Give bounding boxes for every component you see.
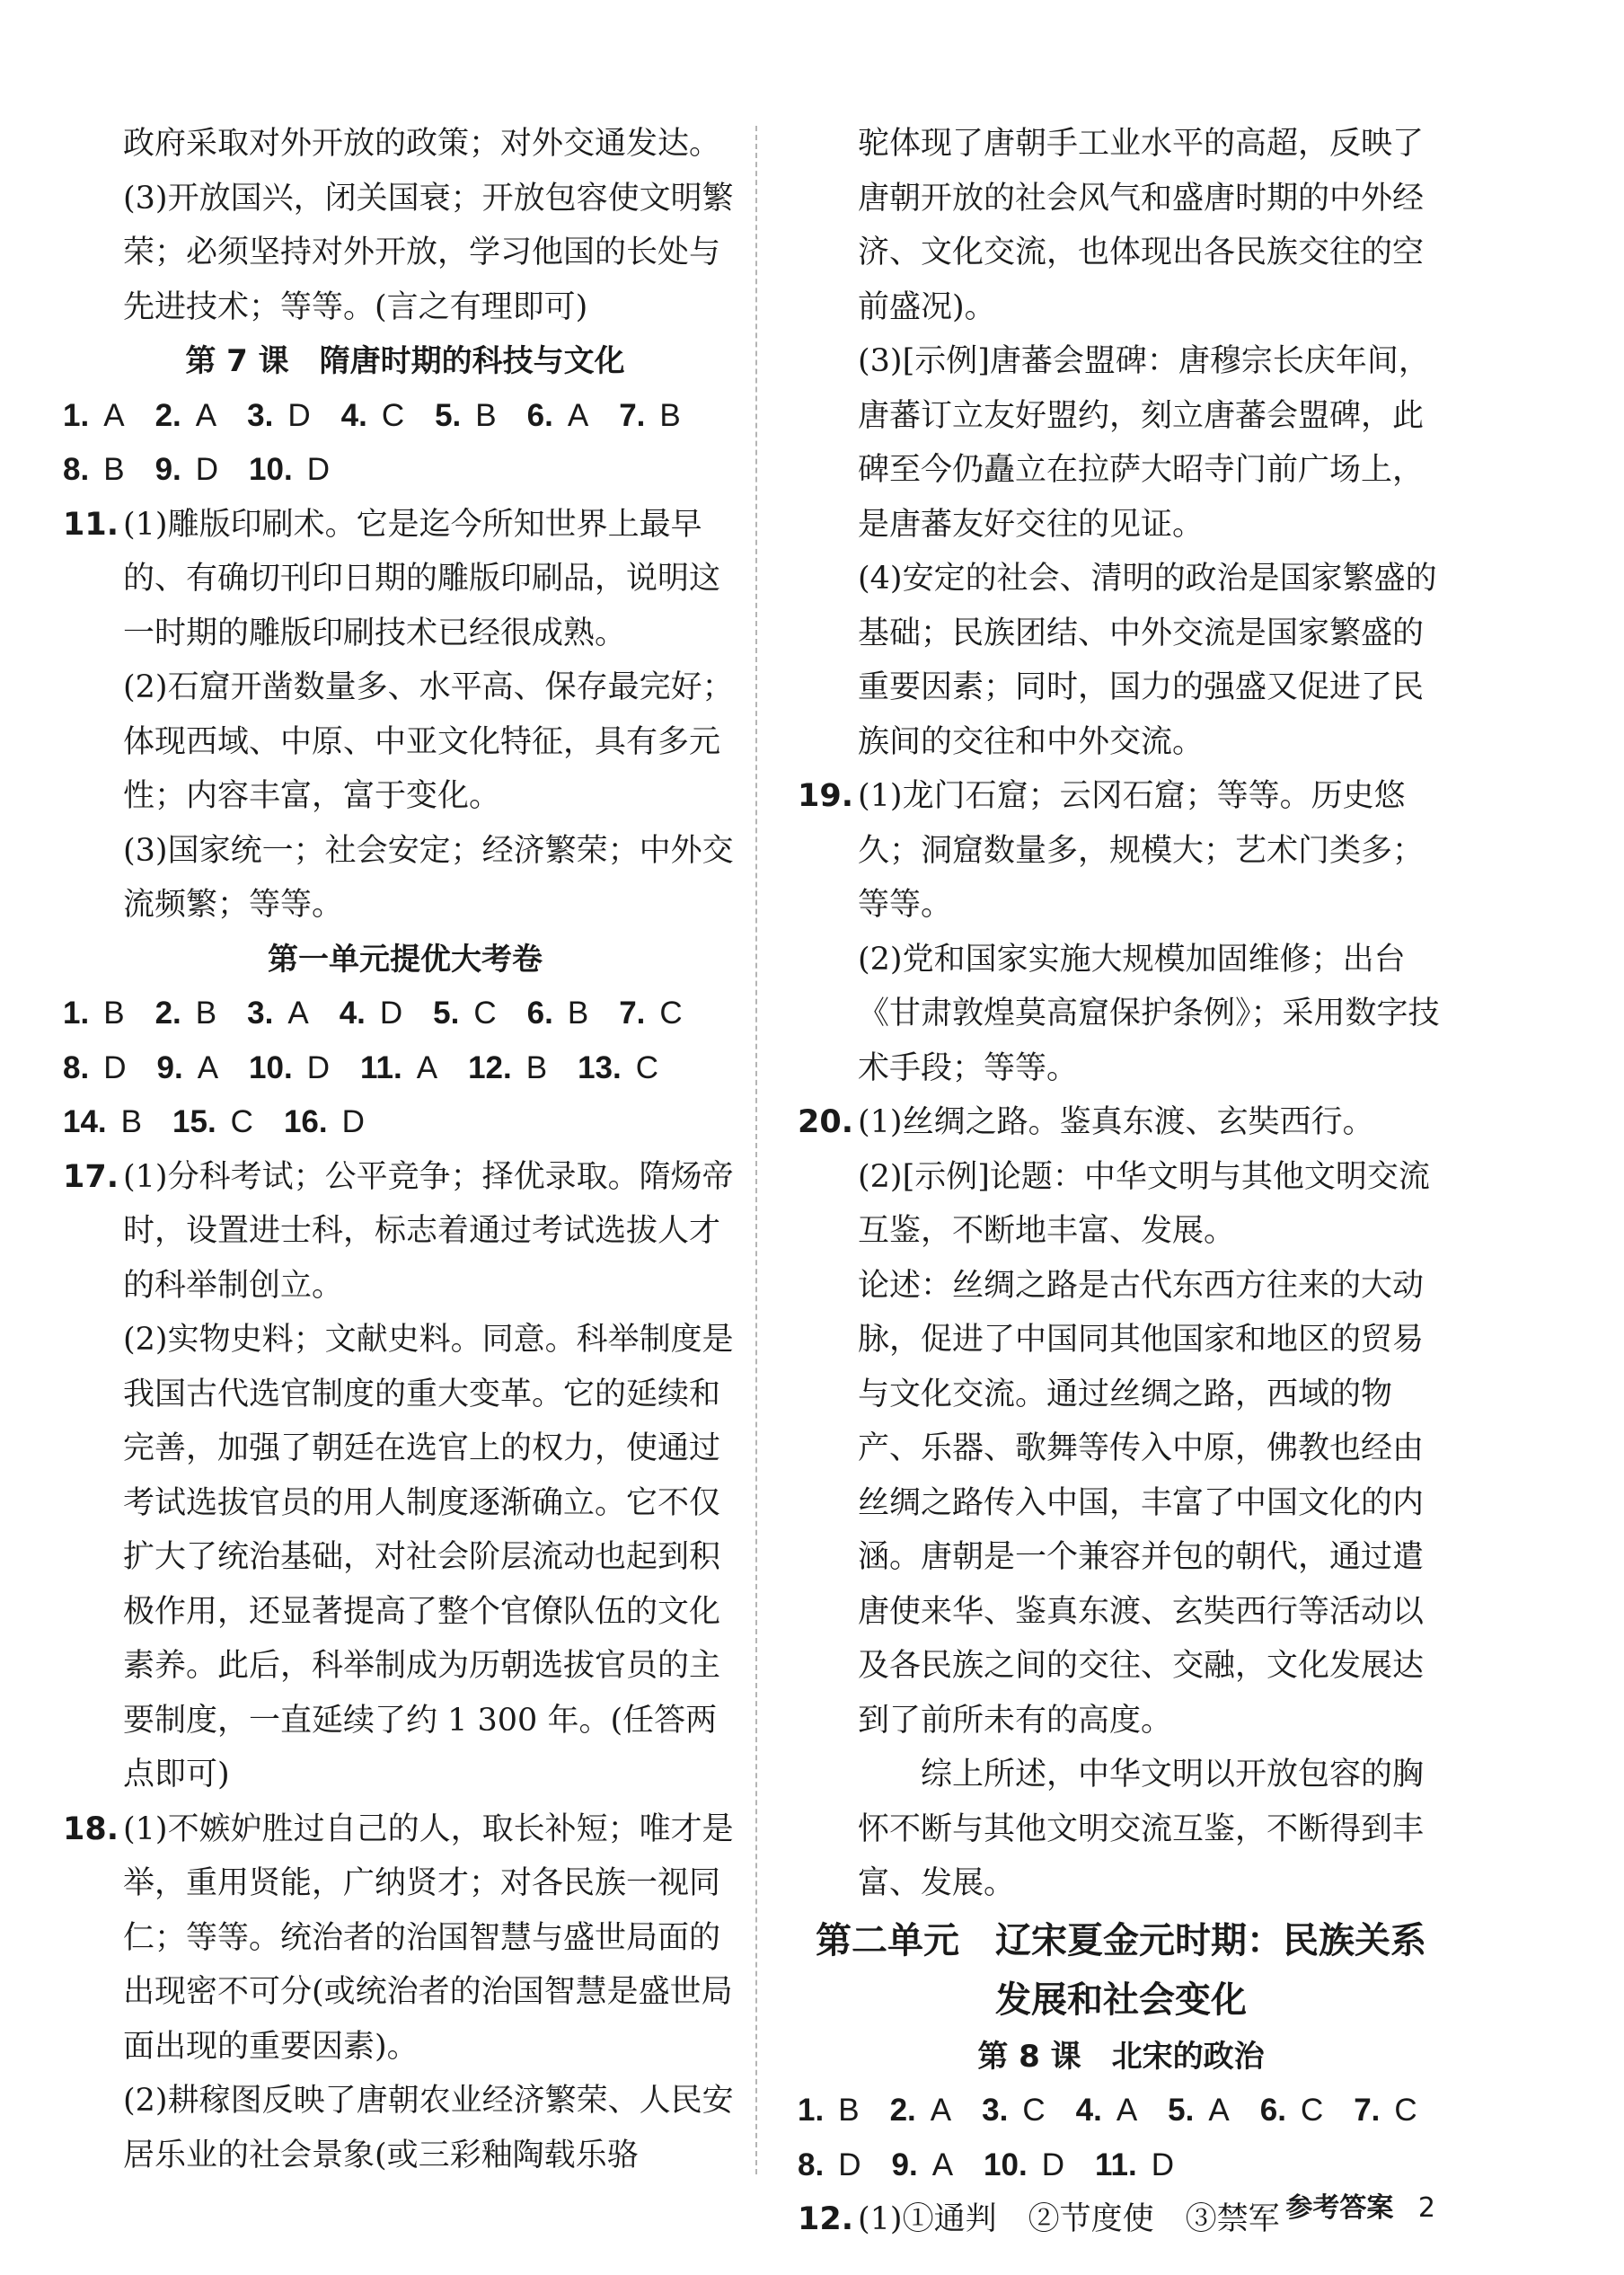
choice-number: 8. [798,2147,825,2182]
choice-answer [1354,2084,1417,2138]
choice-letter: C [230,1104,253,1139]
choice-letter: A [930,2093,952,2128]
choice-answers [63,1041,747,1096]
choice-number: 7. [619,996,646,1031]
choice-answer [619,389,681,444]
choice-letter: B [103,996,125,1031]
choice-number: 10. [249,1049,293,1085]
choice-letter: A [1208,2093,1230,2128]
choice-number: 6. [526,397,553,433]
choice-answer [435,389,497,444]
lesson-7-title: 第 7 课 隋唐时期的科技与文化 [185,343,625,379]
choice-answer [891,2138,953,2193]
choice-answer [172,1095,253,1150]
choice-number: 3. [247,996,274,1031]
choice-number: 8. [63,452,90,487]
page-number: 2 [1417,2192,1435,2224]
answer-part: (2)党和国家实施大规模加固维修；出台《甘肃敦煌莫高窟保护条例》；采用数字技术手段；等等。 [858,941,1440,1086]
choice-letter: B [120,1104,143,1139]
choice-letter: A [931,2147,954,2182]
answer-part: 论述：丝绸之路是古代东西方往来的大动脉，促进了中国同其他国家和地区的贸易与文化交流。通过丝绸之路，西域的物产、乐器、歌舞等传入中原，佛教也经由丝绸之路传入中国，丰富了中国文化的内涵。唐朝是一个兼容并包的朝代，通过遣唐使来华、鉴真东渡、玄奘西行等活动以及各民族之间的交往、交融，文化发展达到了前所未有的高度。 [858,1267,1425,1739]
choice-number: 11. [359,1049,402,1085]
choice-letter: C [635,1049,659,1085]
choice-letter: A [197,1049,219,1085]
choice-answer [155,443,218,498]
answer-part: (1)不嫉妒胜过自己的人，取长补短；唯才是举，重用贤能，广纳贤才；对各民族一视同仁；等等。统治者的治国智慧与盛世局面的出现密不可分(或统治者的治国智慧是盛世局面出现的重要因素)。 [123,1810,734,2065]
choice-number: 11. [1094,2147,1137,2182]
choice-number: 14. [63,1104,107,1139]
choice-number: 16. [283,1104,328,1139]
choice-number: 9. [156,1049,183,1085]
choice-letter: C [1394,2093,1417,2128]
choice-answer [798,2138,861,2193]
choice-answer [247,987,309,1041]
choice-answer [360,1041,437,1096]
answer-line: (3)[示例]唐蕃会盟碑：唐穆宗长庆年间，唐蕃订立友好盟约，刻立唐蕃会盟碑，此碑至今仍矗立在拉萨大昭寺门前广场上，是唐蕃友好交往的见证。 [858,343,1430,543]
choice-number: 8. [63,1049,90,1085]
choice-number: 6. [1259,2093,1286,2128]
choice-letter: C [381,397,405,433]
choice-letter: A [103,397,125,433]
answer-part: (2)耕稼图反映了唐朝农业经济繁荣、人民安居乐业的社会景象(或三彩釉陶载乐骆 [123,2083,734,2173]
choice-number: 1. [63,397,90,433]
choice-letter: C [1022,2093,1046,2128]
choice-answers [798,2138,1444,2193]
question-number: 11. [63,506,119,543]
choice-answer [433,987,496,1041]
choice-letter: D [195,452,219,487]
choice-number: 7. [619,397,646,433]
choice-number: 3. [247,397,274,433]
answer-part: (1)雕版印刷术。它是迄今所知世界上最早的、有确切刊印日期的雕版印刷品，说明这一时期的雕版印刷技术已经很成熟。 [123,506,721,651]
choice-letter: A [195,397,217,433]
choice-answer [155,389,217,444]
unit-1-exam-title: 第一单元提优大考卷 [268,941,543,978]
choice-answers [63,1095,747,1150]
answer-part: (2)石窟开凿数量多、水平高、保存最完好；体现西域、中原、中亚文化特征，具有多元性；内容丰富，富于变化。 [123,669,734,814]
choice-letter: B [838,2093,860,2128]
choice-letter: D [306,452,330,487]
choice-letter: B [567,996,589,1031]
choice-answer [578,1041,658,1096]
question-number: 20. [798,1104,854,1140]
column-divider [755,126,757,2174]
question-number: 12. [798,2201,854,2237]
question-18 [63,1802,747,2183]
choice-number: 4. [339,996,366,1031]
choice-letter: D [287,397,311,433]
choice-letter: D [341,1104,365,1139]
choice-answer [527,987,589,1041]
choice-letter: D [103,1049,127,1085]
choice-number: 2. [154,397,181,433]
choice-answer [156,1041,218,1096]
choice-answer [247,389,310,444]
choice-number: 13. [578,1049,622,1085]
page-footer [1285,2185,1435,2225]
answer-part: (1)①通判 ②节度使 ③禁军 [858,2201,1280,2237]
choice-answer [798,2084,860,2138]
choice-answers [63,987,747,1041]
choice-answer [249,1041,330,1096]
choice-number: 2. [154,996,181,1031]
choice-number: 1. [798,2093,825,2128]
choice-answer [890,2084,952,2138]
question-number: 18. [63,1810,119,1847]
choice-number: 7. [1354,2093,1381,2128]
choice-letter: A [287,996,309,1031]
choice-answers [63,389,747,444]
choice-answer [249,443,330,498]
choice-number: 5. [1168,2093,1195,2128]
choice-answer [527,389,589,444]
answer-part: (2)实物史料；文献史料。同意。科举制度是我国古代选官制度的重大变革。它的延续和完善，加强了朝廷在选官上的权力，使通过考试选拔官员的用人制度逐渐确立。它不仅扩大了统治基础，对社会阶层流动也起到积极作用，还显著提高了整个官僚队伍的文化素养。此后，科举制成为历朝选拔官员的主要制度，一直延续了约 1 300 年。(任答两点即可) [123,1322,734,1793]
footer-label: 参考答案 [1285,2192,1394,2224]
question-number: 17. [63,1158,119,1195]
answer-line: 政府采取对外开放的政策；对外交通发达。 [123,126,721,162]
answer-part: (1)丝绸之路。鉴真东渡、玄奘西行。 [858,1104,1374,1140]
choice-answer [341,389,404,444]
choice-number: 9. [154,452,181,487]
choice-letter: B [525,1049,548,1085]
choice-number: 12. [468,1049,512,1085]
choice-answers [798,2084,1444,2138]
choice-number: 1. [63,996,90,1031]
answer-line: (4)安定的社会、清明的政治是国家繁盛的基础；民族团结、中外交流是国家繁盛的重要因素；同时，国力的强盛又促进了民族间的交往和中外交流。 [858,561,1437,760]
choice-answer [1168,2084,1230,2138]
answer-line: 驼体现了唐朝手工业水平的高超，反映了唐朝开放的社会风气和盛唐时期的中外经济、文化交流，也体现出各民族交往的空前盛况)。 [858,126,1425,325]
choice-answer [63,1095,142,1150]
unit-2-subtitle: 发展和社会变化 [995,1978,1247,2021]
answer-part: (2)[示例]论题：中华文明与其他文明交流互鉴，不断地丰富、发展。 [858,1158,1430,1249]
choice-number: 10. [984,2147,1028,2182]
choice-letter: B [475,397,497,433]
choice-number: 6. [526,996,553,1031]
question-11 [63,498,747,933]
choice-answer [1260,2084,1323,2138]
choice-number: 9. [891,2147,918,2182]
choice-number: 15. [172,1104,216,1139]
choice-answer [284,1095,365,1150]
unit-2-title: 第二单元 辽宋夏金元时期：民族关系 [816,1919,1426,1961]
lesson-8-title: 第 8 课 北宋的政治 [977,2038,1265,2075]
choice-answer [63,389,125,444]
question-number: 19. [798,778,854,814]
choice-letter: B [659,397,681,433]
answer-part: 综上所述，中华文明以开放包容的胸怀不断与其他文明交流互鉴，不断得到丰富、发展。 [858,1757,1425,1901]
answer-part: (1)分科考试；公平竞争；择优录取。隋炀帝时，设置进士科，标志着通过考试选拔人才的科举制创立。 [123,1158,734,1304]
choice-letter: D [1151,2147,1174,2182]
choice-letter: C [473,996,497,1031]
choice-letter: D [379,996,403,1031]
choice-answer [63,987,125,1041]
choice-letter: A [1116,2093,1138,2128]
choice-answer [619,987,682,1041]
choice-answer [984,2138,1064,2193]
choice-letter: B [195,996,217,1031]
choice-answer [155,987,217,1041]
right-column [798,117,1444,2247]
choice-number: 3. [982,2093,1009,2128]
answer-part: (1)龙门石窟；云冈石窟；等等。历史悠久；洞窟数量多，规模大；艺术门类多；等等。 [858,778,1425,923]
question-17 [63,1150,747,1802]
choice-answer [1076,2084,1138,2138]
answer-line: (3)开放国兴，闭关国衰；开放包容使文明繁荣；必须坚持对外开放，学习他国的长处与先进技术；等等。(言之有理即可) [123,180,734,325]
choice-answer [468,1041,547,1096]
choice-number: 10. [249,452,293,487]
choice-number: 4. [1075,2093,1102,2128]
choice-letter: D [306,1049,330,1085]
choice-letter: A [416,1049,438,1085]
choice-number: 5. [433,996,460,1031]
choice-answers [63,443,747,498]
choice-number: 5. [435,397,462,433]
choice-answer [63,443,125,498]
choice-answer [982,2084,1045,2138]
choice-letter: D [838,2147,861,2182]
choice-number: 4. [340,397,367,433]
choice-letter: C [659,996,683,1031]
choice-number: 2. [889,2093,916,2128]
left-column [63,117,747,2182]
choice-letter: B [103,452,125,487]
choice-letter: C [1300,2093,1324,2128]
choice-answer [63,1041,126,1096]
choice-answer [1095,2138,1174,2193]
answer-part: (3)国家统一；社会安定；经济繁荣；中外交流频繁；等等。 [123,832,734,923]
choice-letter: D [1041,2147,1064,2182]
choice-letter: A [567,397,589,433]
question-20 [798,1095,1444,1911]
choice-answer [340,987,402,1041]
question-19 [798,769,1444,1095]
